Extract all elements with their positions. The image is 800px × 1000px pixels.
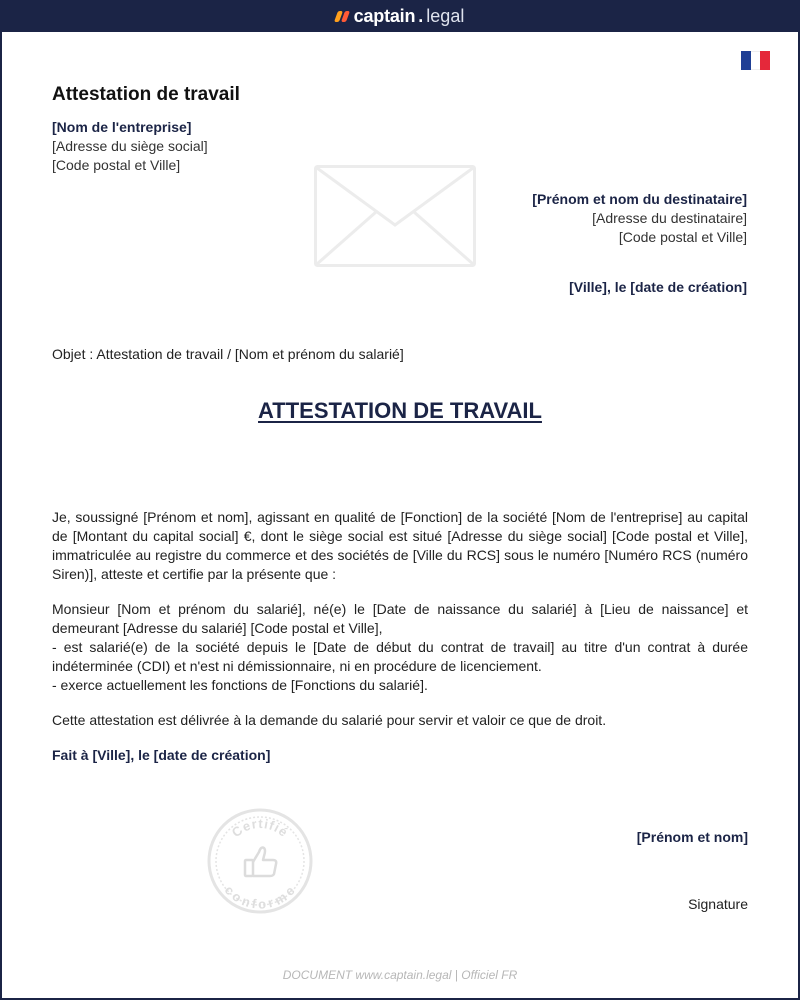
brand-mark-icon (334, 11, 350, 22)
svg-text:Certifié (229, 816, 292, 840)
document-title: Attestation de travail (52, 84, 240, 105)
recipient-address: [Adresse du destinataire] (592, 210, 747, 226)
recipient-block (532, 190, 747, 247)
paragraph-employment-status: - est salarié(e) de la société depuis le [Date de début du contrat de travail] au titre d'un contrat à durée indéterminée (CDI) et n'est ni démissionnaire, ni en procédure de licenciement. (52, 639, 748, 674)
sender-address: [Adresse du siège social] (52, 138, 208, 154)
main-heading: ATTESTATION DE TRAVAIL (258, 398, 542, 423)
letter-body (52, 508, 748, 765)
subject-line: Objet : Attestation de travail / [Nom et prénom du salarié] (52, 346, 404, 362)
paragraph-current-functions: - exerce actuellement les fonctions de [Fonctions du salarié]. (52, 677, 428, 693)
recipient-name: [Prénom et nom du destinataire] (532, 191, 747, 207)
stamp-text-bottom: conforme (221, 882, 299, 912)
brand-dot: . (418, 5, 424, 26)
signer-name: [Prénom et nom] (636, 829, 748, 845)
envelope-watermark-icon (314, 165, 476, 267)
svg-text:conforme (222, 883, 299, 912)
place-date-line: [Ville], le [date de création] (569, 279, 747, 295)
fait-a-line: Fait à [Ville], le [date de création] (52, 747, 271, 763)
sender-block (52, 118, 208, 175)
sender-city: [Code postal et Ville] (52, 157, 181, 173)
brand-name: captain (353, 5, 416, 26)
paragraph-employee: Monsieur [Nom et prénom du salarié], né(e) le [Date de naissance du salarié] à [Lieu de naissance] et demeurant [Adresse du salarié] [Code postal et Ville], (52, 601, 748, 636)
sender-company: [Nom de l'entreprise] (52, 119, 192, 135)
brand-header-bar (0, 0, 800, 32)
paragraph-purpose: Cette attestation est délivrée à la demande du salarié pour servir et valoir ce que de droit. (52, 712, 607, 728)
signature-label: Signature (688, 896, 748, 912)
footer-watermark: DOCUMENT www.captain.legal | Officiel FR (282, 968, 518, 982)
recipient-city: [Code postal et Ville] (618, 229, 747, 245)
paragraph-attestation: Je, soussigné [Prénom et nom], agissant en qualité de [Fonction] de la société [Nom de l'entreprise] au capital de [Montant du capital social] €, dont le siège social est situé [Adresse du siège social] [Code postal et Ville], immatriculée au registre du commerce et des sociétés de [Ville du RCS] sous le numéro [Numéro RCS (numéro Siren)], atteste et certifie par la présente que : (52, 509, 748, 582)
stamp-text-top: Certifié (228, 815, 292, 841)
certified-stamp-icon (207, 808, 313, 914)
captain-legal-logo[interactable] (336, 6, 465, 27)
brand-tld: legal (426, 5, 465, 26)
france-flag-icon (741, 51, 770, 70)
